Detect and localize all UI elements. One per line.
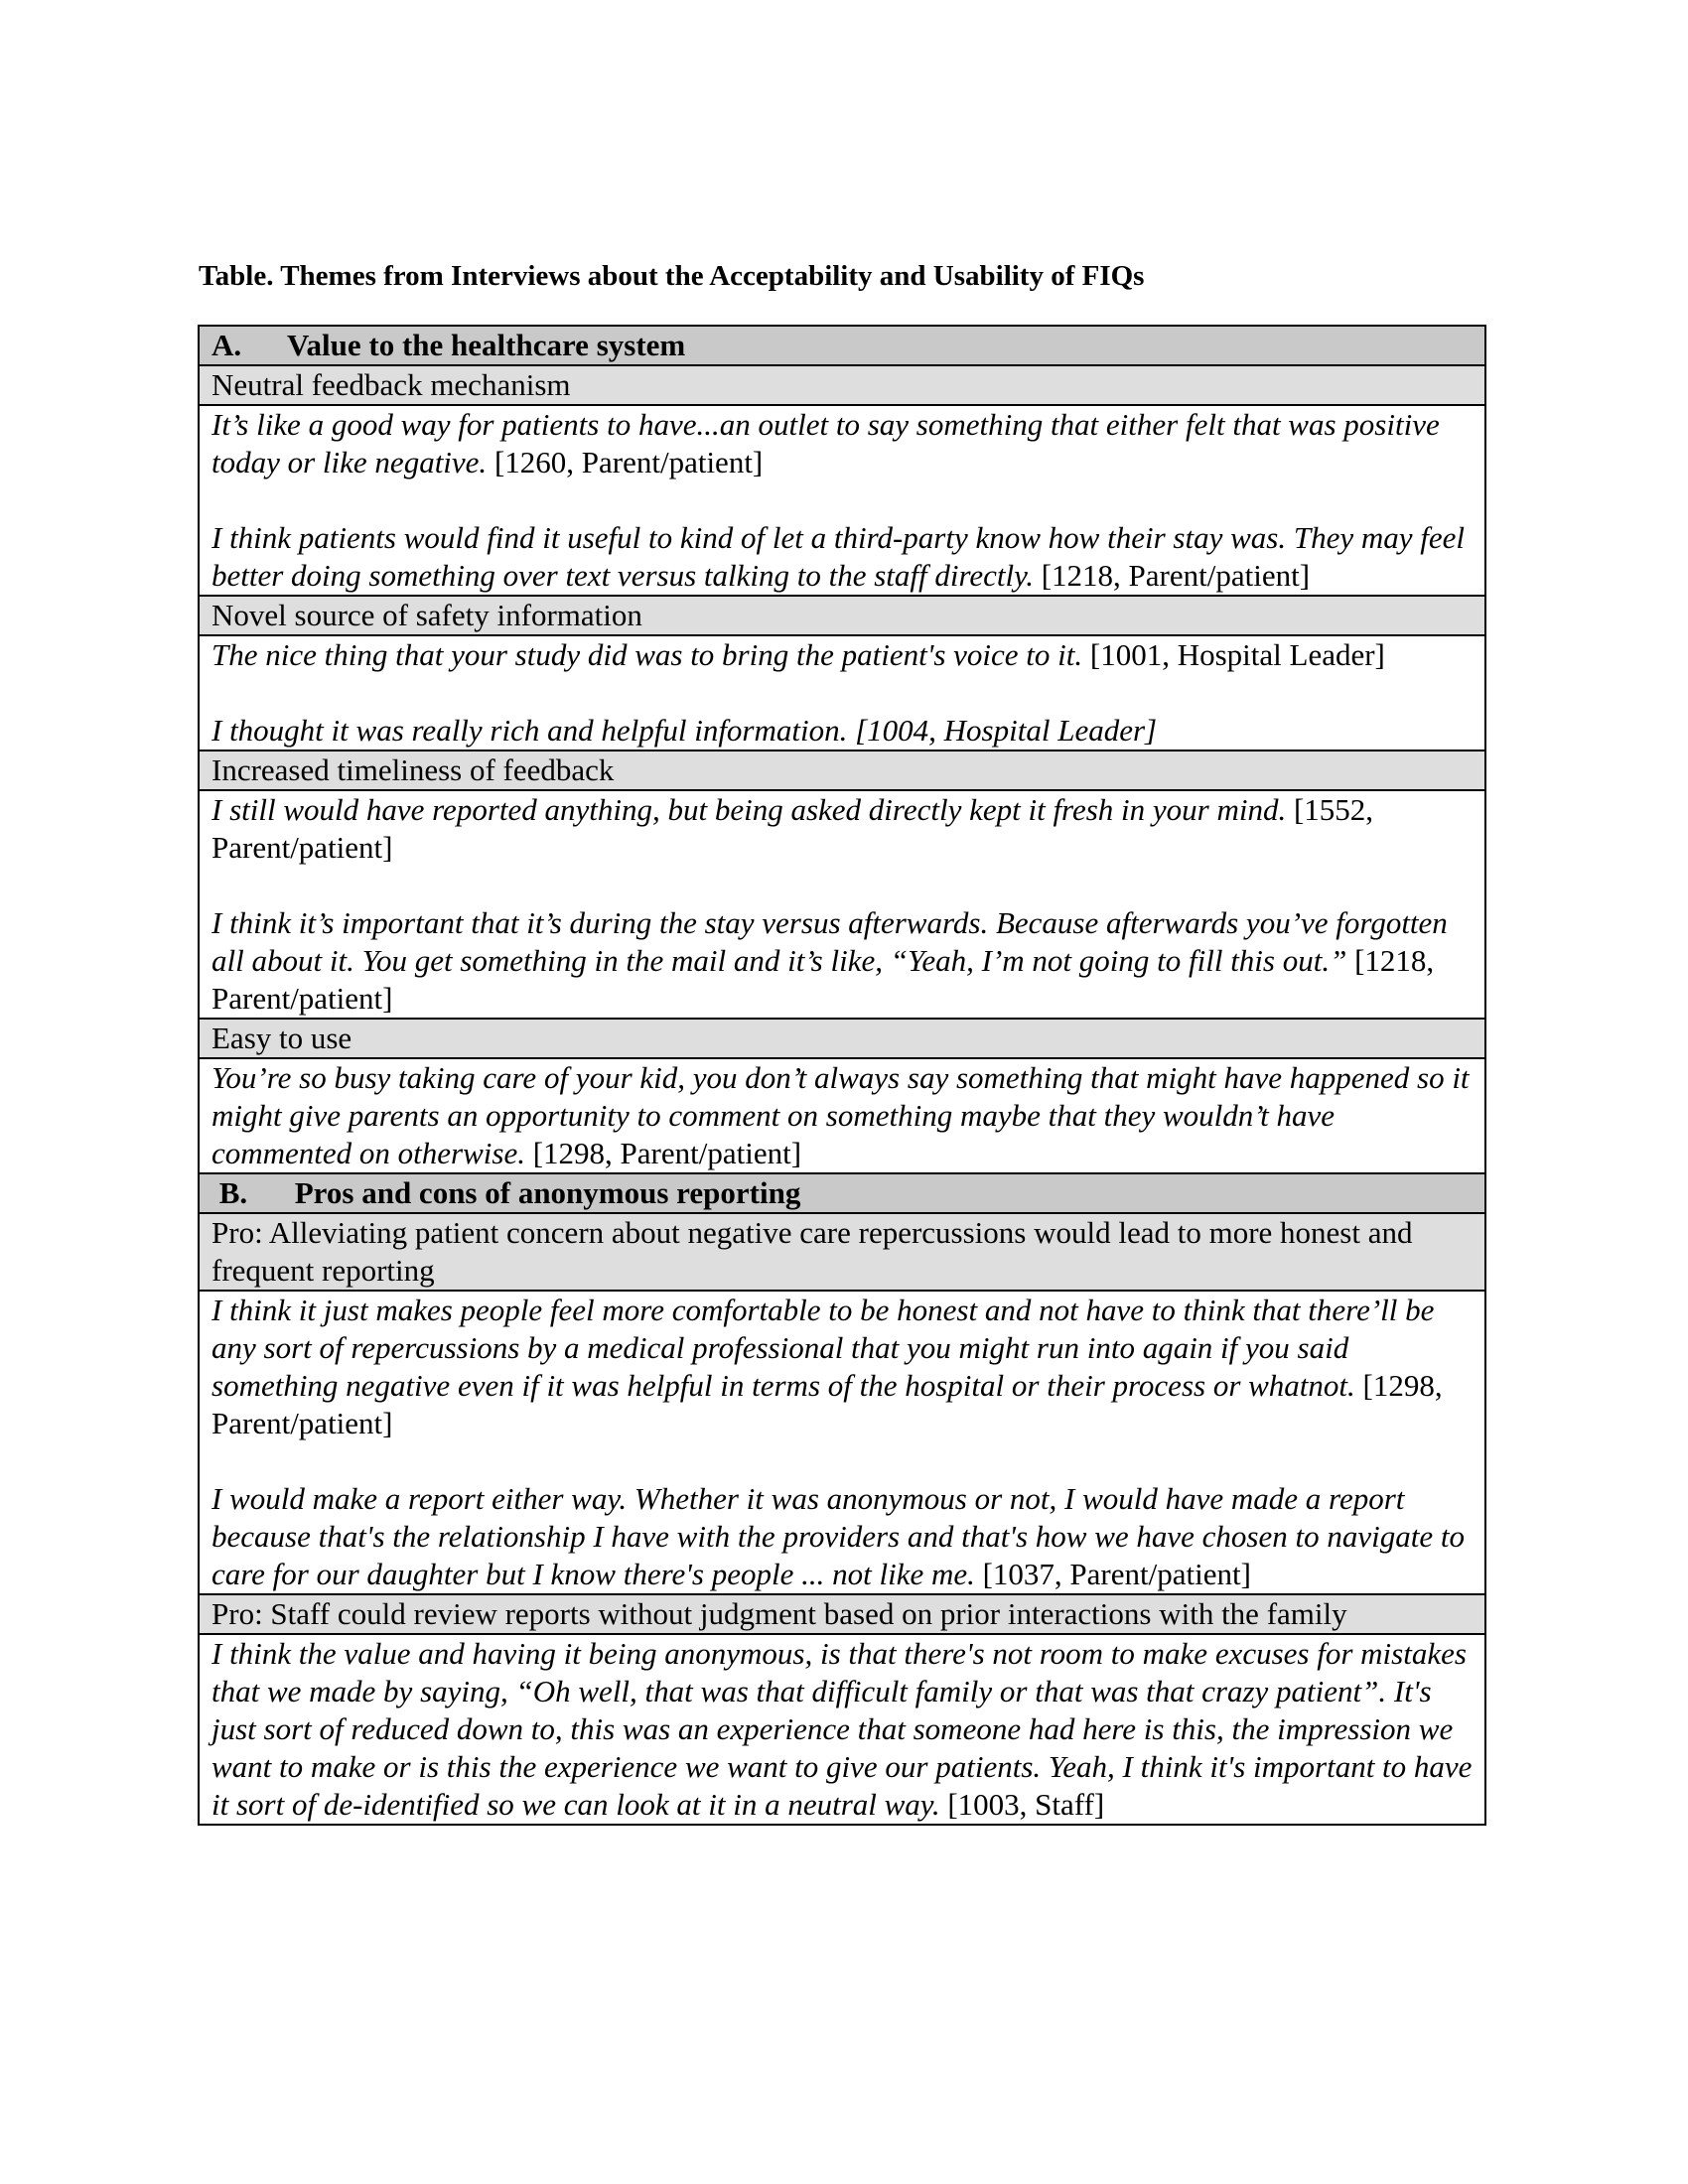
quote	[211, 1635, 1473, 1824]
quote-source: [1260, Parent/patient]	[493, 445, 764, 479]
quotes-cell	[199, 790, 1485, 1019]
quote-text: I thought it was really rich and helpful information. [1004, Hospital Leader]	[211, 713, 1158, 748]
theme-row	[199, 1019, 1485, 1058]
quote-source: [1298, Parent/patient]	[211, 1368, 1443, 1440]
section-letter: A.	[211, 328, 242, 362]
quotes-row	[199, 1058, 1485, 1173]
quote	[211, 791, 1473, 867]
theme-name: Easy to use	[199, 1019, 1485, 1058]
quote	[211, 712, 1473, 750]
quotes-row	[199, 1291, 1485, 1594]
quotes-row	[199, 1634, 1485, 1825]
theme-row	[199, 1594, 1485, 1634]
quote-source: [1218, Parent/patient]	[211, 943, 1435, 1016]
section-a-header	[199, 326, 1485, 365]
quotes-cell	[199, 405, 1485, 596]
quote-source: [1001, Hospital Leader]	[1089, 637, 1385, 672]
quote-text: I still would have reported anything, but being asked directly kept it fresh in your mind.	[211, 792, 1287, 827]
quotes-row	[199, 790, 1485, 1019]
quote-source: [1218, Parent/patient]	[1041, 558, 1311, 593]
quote	[211, 1292, 1473, 1442]
quotes-cell	[199, 635, 1485, 751]
theme-name: Pro: Staff could review reports without judgment based on prior interactions with the family	[199, 1594, 1485, 1634]
quote-text: The nice thing that your study did was to bring the patient's voice to it.	[211, 637, 1083, 672]
quotes-row	[199, 635, 1485, 751]
quote	[211, 1480, 1473, 1593]
quote	[211, 904, 1473, 1018]
quote	[211, 1059, 1473, 1172]
themes-table	[198, 325, 1486, 1826]
section-heading: Value to the healthcare system	[287, 328, 686, 362]
theme-row	[199, 596, 1485, 635]
quote-source: [1003, Staff]	[947, 1787, 1105, 1822]
quote-source: [1037, Parent/patient]	[982, 1557, 1251, 1591]
quote	[211, 636, 1473, 674]
quote-text: I think the value and having it being anonymous, is that there's not room to make excuses for mistakes that we made by saying, “Oh well, that was that difficult family or that was that crazy patient”. It's just sort of reduced down to, this was an experience that someone had here is this, the impression we want to make or is this the experience we want to give our patients. Yeah, I think it's important to have it sort of de-identified so we can look at it in a neutral way.	[211, 1636, 1473, 1822]
section-b-header	[199, 1173, 1485, 1213]
quote-source: [1298, Parent/patient]	[532, 1136, 802, 1170]
quote	[211, 519, 1473, 595]
theme-row	[199, 751, 1485, 790]
theme-name: Pro: Alleviating patient concern about negative care repercussions would lead to more honest and frequent reporting	[199, 1213, 1485, 1291]
quote-source: [1552, Parent/patient]	[211, 792, 1374, 865]
quotes-cell	[199, 1058, 1485, 1173]
theme-row	[199, 1213, 1485, 1291]
quote-text: I think patients would find it useful to kind of let a third-party know how their stay was. They may feel better doing something over text versus talking to the staff directly.	[211, 520, 1465, 593]
quote	[211, 406, 1473, 481]
theme-row	[199, 365, 1485, 405]
quotes-cell	[199, 1634, 1485, 1825]
section-b-header-row	[199, 1173, 1485, 1213]
quotes-row	[199, 405, 1485, 596]
theme-name: Neutral feedback mechanism	[199, 365, 1485, 405]
section-a-header-row	[199, 326, 1485, 365]
theme-name: Novel source of safety information	[199, 596, 1485, 635]
table-title: Table. Themes from Interviews about the Acceptability and Usability of FIQs	[199, 260, 1145, 292]
quote-text: You’re so busy taking care of your kid, you don’t always say something that might have happened so it might give parents an opportunity to comment on something maybe that they wouldn’t have commented on otherwise.	[211, 1060, 1470, 1170]
quote-text: I think it’s important that it’s during the stay versus afterwards. Because afterwards you’ve forgotten all about it. You get something in the mail and it’s like, “Yeah, I’m not going to fill this out.”	[211, 905, 1448, 978]
section-heading: Pros and cons of anonymous reporting	[294, 1175, 801, 1210]
quote-text: It’s like a good way for patients to have...an outlet to say something that either felt that was positive today or like negative.	[211, 407, 1440, 479]
quote-text: I would make a report either way. Whether it was anonymous or not, I would have made a report because that's the relationship I have with the providers and that's how we have chosen to navigate to care for our daughter but I know there's people ... not like me.	[211, 1481, 1465, 1591]
theme-name: Increased timeliness of feedback	[199, 751, 1485, 790]
quote-text: I think it just makes people feel more comfortable to be honest and not have to think that there’ll be any sort of repercussions by a medical professional that you might run into again if you said something negative even if it was helpful in terms of the hospital or their process or whatnot.	[211, 1293, 1435, 1403]
quotes-cell	[199, 1291, 1485, 1594]
section-letter: B.	[218, 1175, 248, 1210]
